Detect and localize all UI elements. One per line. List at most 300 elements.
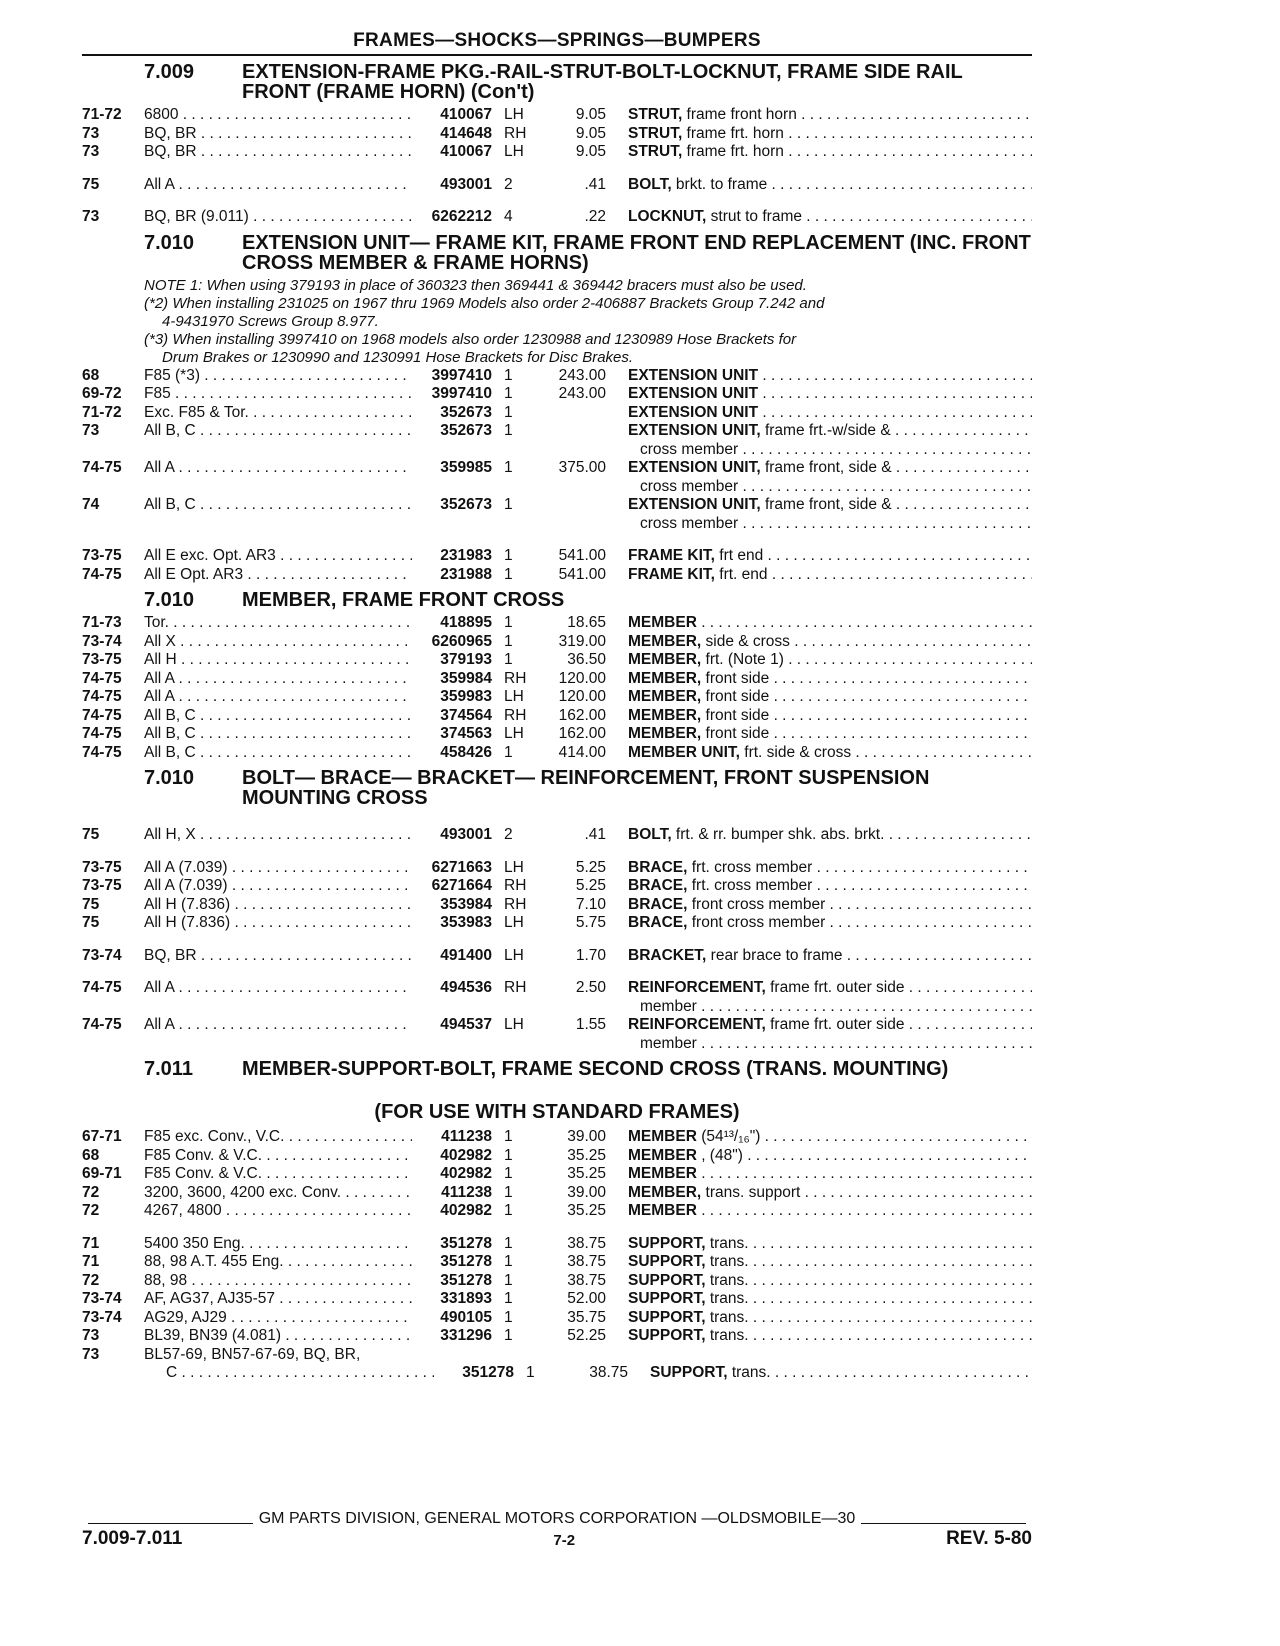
section-heading xyxy=(144,233,1032,273)
part-row xyxy=(82,859,1032,878)
model-year: 71 xyxy=(82,1234,100,1252)
part-detail: rear brace to frame xyxy=(706,946,843,964)
part-description xyxy=(606,1309,1032,1328)
leader-dots xyxy=(697,1202,1032,1219)
part-number: 490105 xyxy=(440,1308,492,1326)
list-price: 9.05 xyxy=(575,143,606,160)
model-year: 71-73 xyxy=(82,614,122,631)
footer-group-range: 7.009-7.011 xyxy=(82,1528,183,1549)
leader-dots xyxy=(842,947,1032,964)
quantity: 1 xyxy=(504,1183,513,1201)
section-note xyxy=(144,331,1032,367)
group-spacer xyxy=(82,1221,1032,1235)
list-price: 5.75 xyxy=(575,914,606,931)
list-price: 541.00 xyxy=(558,547,606,564)
part-number: 379193 xyxy=(440,651,492,668)
leader-dots xyxy=(769,670,1032,687)
leader-dots xyxy=(262,1165,412,1182)
quantity xyxy=(492,441,536,460)
model-year: 73 xyxy=(82,208,100,225)
part-row xyxy=(82,208,1032,227)
part-row xyxy=(82,1327,1032,1346)
part-description xyxy=(606,688,1032,707)
part-number: 351278 xyxy=(440,1271,492,1289)
footer-rule-left xyxy=(88,1514,253,1524)
quantity: 1 xyxy=(504,632,513,650)
model-year: 73 xyxy=(82,1345,100,1363)
part-description xyxy=(606,459,1032,478)
leader-dots xyxy=(281,1327,412,1344)
model-application xyxy=(144,385,412,404)
part-description xyxy=(606,826,1032,845)
leader-dots xyxy=(227,1309,412,1326)
part-row xyxy=(82,1364,1032,1383)
leader-dots xyxy=(771,1364,1032,1381)
part-name: MEMBER, xyxy=(628,706,702,724)
leader-dots xyxy=(749,1235,1032,1252)
part-row xyxy=(82,1346,1032,1365)
model-application xyxy=(144,515,412,534)
part-number: 331296 xyxy=(440,1327,492,1344)
section-title: BOLT— BRACE— BRACKET— REINFORCEMENT, FRONT SUSPENSION MOUNTING CROSS xyxy=(242,767,930,809)
model-application xyxy=(144,859,412,878)
list-price: 7.10 xyxy=(575,895,606,913)
quantity xyxy=(492,1346,536,1365)
part-number: 414648 xyxy=(440,124,492,142)
list-price: 38.75 xyxy=(589,1364,628,1381)
model-application xyxy=(144,1184,412,1203)
model-application xyxy=(144,614,412,633)
list-price: 39.00 xyxy=(567,1183,606,1201)
list-price: 35.75 xyxy=(567,1308,606,1326)
model-year: 74-75 xyxy=(82,459,122,476)
leader-dots xyxy=(802,208,1032,225)
part-detail: front cross member xyxy=(687,895,826,913)
model-application xyxy=(144,1165,412,1184)
part-name: SUPPORT, xyxy=(628,1234,706,1252)
leader-dots xyxy=(174,688,412,705)
list-price: 162.00 xyxy=(558,706,606,724)
part-row xyxy=(82,877,1032,896)
leader-dots xyxy=(892,496,1032,513)
part-description xyxy=(606,1128,1032,1147)
list-price: 52.00 xyxy=(567,1290,606,1307)
part-row xyxy=(82,367,1032,386)
leader-dots xyxy=(222,1202,412,1219)
leader-dots xyxy=(749,1309,1032,1326)
part-number: 493001 xyxy=(440,175,492,193)
model-application xyxy=(144,404,412,423)
model-text: All B, C xyxy=(144,496,196,513)
quantity: RH xyxy=(504,706,527,724)
quantity: RH xyxy=(504,669,527,687)
part-row xyxy=(82,385,1032,404)
part-number: 411238 xyxy=(441,1128,492,1145)
model-application xyxy=(144,651,412,670)
list-price: 319.00 xyxy=(558,632,606,650)
model-text: Tor. xyxy=(144,614,169,631)
part-row xyxy=(82,1202,1032,1221)
part-name: MEMBER UNIT, xyxy=(628,743,740,761)
part-detail: (54¹³/₁₆") xyxy=(696,1128,761,1145)
list-price: 162.00 xyxy=(558,725,606,742)
part-row xyxy=(82,725,1032,744)
note-line: (*3) When installing 3997410 on 1968 models also order 1230988 and 1230989 Hose Brackets for xyxy=(144,330,797,348)
list-price xyxy=(536,1346,606,1365)
part-description xyxy=(606,979,1032,998)
part-row xyxy=(82,1272,1032,1291)
model-application xyxy=(144,441,412,460)
leader-dots xyxy=(174,176,412,193)
part-description xyxy=(606,143,1032,162)
list-price: 35.25 xyxy=(567,1146,606,1164)
list-price: 2.50 xyxy=(575,979,606,996)
part-description xyxy=(606,947,1032,966)
quantity: RH xyxy=(504,124,527,142)
leader-dots xyxy=(243,566,412,583)
leader-dots xyxy=(196,826,412,843)
part-name: EXTENSION UNIT, xyxy=(628,496,761,513)
part-detail: frame front horn xyxy=(682,106,797,123)
leader-dots xyxy=(196,707,412,724)
part-detail: frame frt. outer side xyxy=(765,979,905,996)
model-year: 74-75 xyxy=(82,565,122,583)
part-description-continued xyxy=(606,515,1032,534)
part-number: 402982 xyxy=(440,1146,492,1164)
list-price: 9.05 xyxy=(575,124,606,142)
part-number: 359984 xyxy=(440,669,492,687)
part-detail: frame frt.-w/side & xyxy=(760,422,891,439)
part-row xyxy=(82,1290,1032,1309)
model-year: 69-71 xyxy=(82,1165,122,1182)
leader-dots xyxy=(760,1128,1032,1145)
footer-rule-right xyxy=(861,1514,1026,1524)
part-name: STRUT, xyxy=(628,143,683,160)
section-number: 7.010 xyxy=(144,767,195,789)
leader-dots xyxy=(197,143,412,160)
model-year xyxy=(82,515,144,534)
part-number: 374564 xyxy=(440,706,492,724)
part-detail: trans. xyxy=(705,1308,749,1326)
section-number: 7.011 xyxy=(144,1058,193,1080)
model-application xyxy=(144,143,412,162)
leader-dots xyxy=(905,1016,1033,1033)
part-number: 353984 xyxy=(440,895,492,913)
model-text: 4267, 4800 xyxy=(144,1202,222,1219)
part-description xyxy=(606,176,1032,195)
quantity: LH xyxy=(504,946,524,964)
model-year xyxy=(82,1364,144,1383)
leader-dots xyxy=(851,744,1032,761)
part-number: 410067 xyxy=(440,143,492,160)
quantity: 2 xyxy=(504,826,513,843)
leader-dots xyxy=(177,1364,434,1381)
part-detail: trans. support xyxy=(701,1183,801,1201)
list-price: 52.25 xyxy=(567,1327,606,1344)
part-detail: frt. & rr. bumper shk. abs. brkt. xyxy=(671,826,885,843)
model-application xyxy=(144,1235,412,1254)
model-year: 73 xyxy=(82,143,100,160)
part-row xyxy=(82,707,1032,726)
model-year xyxy=(82,1035,144,1054)
part-name: MEMBER, xyxy=(628,632,702,650)
list-price xyxy=(536,422,606,441)
part-detail: front cross member xyxy=(687,914,826,931)
part-detail: strut to frame xyxy=(706,208,802,225)
leader-dots xyxy=(891,422,1032,439)
part-number xyxy=(412,1346,492,1365)
part-description xyxy=(606,1184,1032,1203)
list-price: 35.25 xyxy=(567,1202,606,1219)
list-price: 541.00 xyxy=(558,565,606,583)
part-name: SUPPORT, xyxy=(628,1290,706,1307)
leader-dots xyxy=(169,614,412,631)
leader-dots xyxy=(196,725,412,742)
list-price xyxy=(536,998,606,1017)
model-year: 73 xyxy=(82,124,100,142)
model-year: 74-75 xyxy=(82,669,122,687)
model-text: 6800 xyxy=(144,106,179,123)
model-application xyxy=(144,914,412,933)
part-row-continued xyxy=(82,1035,1032,1054)
model-text: F85 xyxy=(144,385,171,402)
part-detail: frame front, side & xyxy=(760,459,892,476)
part-row xyxy=(82,125,1032,144)
part-number xyxy=(412,478,492,497)
model-year: 72 xyxy=(82,1271,100,1289)
part-number: 331893 xyxy=(440,1290,492,1307)
part-number: 458426 xyxy=(440,743,492,761)
part-number: 411238 xyxy=(441,1183,492,1201)
part-name: STRUT, xyxy=(628,106,683,123)
section-number: 7.009 xyxy=(144,61,195,83)
part-row xyxy=(82,651,1032,670)
leader-dots xyxy=(249,208,412,225)
part-description-continued xyxy=(606,998,1032,1017)
part-name: MEMBER, xyxy=(628,1183,702,1201)
list-price: 1.70 xyxy=(575,946,606,964)
quantity: 1 xyxy=(504,1290,513,1307)
part-detail: trans. xyxy=(705,1234,749,1252)
quantity xyxy=(492,478,536,497)
model-year: 74 xyxy=(82,496,100,513)
model-application xyxy=(144,1253,412,1272)
part-row xyxy=(82,1184,1032,1203)
leader-dots xyxy=(758,367,1032,384)
model-text: 5400 350 Eng. xyxy=(144,1234,245,1252)
list-price: 120.00 xyxy=(558,669,606,687)
leader-dots xyxy=(812,859,1032,876)
model-text: All H, X xyxy=(144,826,196,843)
model-text: AG29, AJ29 xyxy=(144,1308,227,1326)
part-description xyxy=(606,404,1032,423)
part-number xyxy=(412,441,492,460)
quantity: 1 xyxy=(504,1202,513,1219)
part-detail: trans. xyxy=(705,1253,749,1270)
part-detail: brkt. to frame xyxy=(671,175,768,193)
model-text: BL57-69, BN57-67-69, BQ, BR, xyxy=(144,1345,361,1363)
part-name: BRACE, xyxy=(628,858,688,876)
part-detail: , (48") xyxy=(696,1146,743,1164)
model-text: All A xyxy=(144,1016,175,1033)
part-number: 352673 xyxy=(440,422,492,439)
quantity: 1 xyxy=(504,366,513,384)
model-year: 71 xyxy=(82,1253,100,1270)
model-application xyxy=(144,1035,412,1054)
part-detail: trans. xyxy=(705,1271,749,1289)
model-application xyxy=(144,125,412,144)
model-year: 73 xyxy=(82,422,100,439)
model-year: 72 xyxy=(82,1183,100,1201)
part-description-continued xyxy=(606,441,1032,460)
part-name: EXTENSION UNIT xyxy=(628,366,759,384)
part-number: 351278 xyxy=(440,1234,492,1252)
quantity: LH xyxy=(504,143,524,160)
part-description xyxy=(606,1235,1032,1254)
leader-dots xyxy=(697,998,1032,1015)
leader-dots xyxy=(174,670,412,687)
section-heading xyxy=(144,1059,1032,1079)
leader-dots xyxy=(228,859,412,876)
leader-dots xyxy=(196,496,412,513)
model-text: F85 (*3) xyxy=(144,366,200,384)
quantity: 1 xyxy=(504,403,513,421)
list-price xyxy=(536,1035,606,1054)
leader-dots xyxy=(284,1128,412,1145)
part-name: REINFORCEMENT, xyxy=(628,979,766,996)
part-detail: frame frt. outer side xyxy=(765,1016,905,1033)
quantity: 1 xyxy=(504,1234,513,1252)
part-description xyxy=(606,106,1032,125)
part-name: FRAME KIT, xyxy=(628,547,715,564)
part-description xyxy=(606,422,1032,441)
quantity: 1 xyxy=(504,1146,513,1164)
part-detail: front side xyxy=(701,725,770,742)
leader-dots xyxy=(800,1184,1032,1201)
page-header: FRAMES—SHOCKS—SPRINGS—BUMPERS xyxy=(82,30,1032,56)
part-detail: frt end xyxy=(714,547,764,564)
part-row xyxy=(82,143,1032,162)
part-name: BRACKET, xyxy=(628,946,707,964)
leader-dots xyxy=(174,979,412,996)
list-price: 375.00 xyxy=(558,459,606,476)
list-price: 18.65 xyxy=(567,614,606,631)
model-application xyxy=(144,688,412,707)
quantity xyxy=(492,515,536,534)
section-title: MEMBER, FRAME FRONT CROSS xyxy=(242,589,565,611)
part-name: SUPPORT, xyxy=(628,1253,706,1270)
model-year: 74-75 xyxy=(82,743,122,761)
quantity: LH xyxy=(504,106,524,123)
leader-dots xyxy=(784,143,1032,160)
list-price: 5.25 xyxy=(575,858,606,876)
quantity: 1 xyxy=(526,1364,535,1381)
list-price: 38.75 xyxy=(567,1234,606,1252)
leader-dots xyxy=(825,896,1032,913)
part-description xyxy=(606,859,1032,878)
part-number: 418895 xyxy=(440,614,492,631)
part-detail: side & cross xyxy=(701,632,790,650)
part-number: 3997410 xyxy=(431,385,492,402)
model-year xyxy=(82,478,144,497)
model-application xyxy=(144,1290,412,1309)
model-text: C xyxy=(166,1364,178,1381)
list-price: 243.00 xyxy=(558,366,606,384)
quantity xyxy=(492,1035,536,1054)
quantity: 1 xyxy=(504,1327,513,1344)
leader-dots xyxy=(749,1272,1032,1289)
model-text: All E exc. Opt. AR3 xyxy=(144,547,276,564)
model-year: 68 xyxy=(82,1146,100,1164)
leader-dots xyxy=(784,651,1032,668)
section-title: EXTENSION-FRAME PKG.-RAIL-STRUT-BOLT-LOCKNUT, FRAME SIDE RAIL FRONT (FRAME HORN) (Con't) xyxy=(242,61,963,103)
part-number: 353983 xyxy=(440,914,492,931)
leader-dots xyxy=(758,404,1032,421)
quantity: 1 xyxy=(504,1253,513,1270)
part-number: 231983 xyxy=(440,547,492,564)
part-description xyxy=(606,1290,1032,1309)
part-name: MEMBER, xyxy=(628,688,702,705)
model-year: 75 xyxy=(82,826,100,843)
list-price: .41 xyxy=(584,175,606,193)
parts-content xyxy=(82,62,1032,1383)
model-text: All H (7.836) xyxy=(144,895,231,913)
model-application xyxy=(144,998,412,1017)
part-row xyxy=(82,947,1032,966)
part-number: 352673 xyxy=(440,496,492,513)
leader-dots xyxy=(171,385,412,402)
model-text: All H xyxy=(144,651,177,668)
model-application xyxy=(144,367,412,386)
model-application xyxy=(144,826,412,845)
part-row xyxy=(82,422,1032,441)
list-price: 414.00 xyxy=(558,743,606,761)
model-year: 73-75 xyxy=(82,858,122,876)
part-row xyxy=(82,1253,1032,1272)
model-application xyxy=(144,1016,412,1035)
part-row xyxy=(82,404,1032,423)
leader-dots xyxy=(738,478,1032,495)
part-name: EXTENSION UNIT xyxy=(628,385,759,402)
part-name: REINFORCEMENT, xyxy=(628,1016,766,1033)
part-row xyxy=(82,633,1032,652)
part-description xyxy=(606,1272,1032,1291)
part-number: 6260965 xyxy=(431,632,492,650)
model-text: All B, C xyxy=(144,706,196,724)
part-description xyxy=(606,385,1032,404)
part-detail: trans. xyxy=(727,1364,771,1381)
leader-dots xyxy=(738,441,1032,458)
part-name: MEMBER xyxy=(628,614,697,631)
part-row-continued xyxy=(82,998,1032,1017)
part-detail: frt. end xyxy=(714,565,768,583)
part-description-continued xyxy=(606,1035,1032,1054)
model-application xyxy=(144,725,412,744)
part-number: 6262212 xyxy=(431,208,492,225)
part-detail: trans. xyxy=(705,1290,749,1307)
model-text: BQ, BR xyxy=(144,124,197,142)
model-text: BQ, BR (9.011) xyxy=(144,208,249,225)
leader-dots xyxy=(177,651,412,668)
part-description xyxy=(606,125,1032,144)
list-price: 9.05 xyxy=(575,106,606,123)
leader-dots xyxy=(738,515,1032,532)
part-row xyxy=(82,106,1032,125)
part-detail: front side xyxy=(701,669,770,687)
leader-dots xyxy=(749,1327,1032,1344)
part-description xyxy=(606,1327,1032,1346)
part-description xyxy=(606,547,1032,566)
